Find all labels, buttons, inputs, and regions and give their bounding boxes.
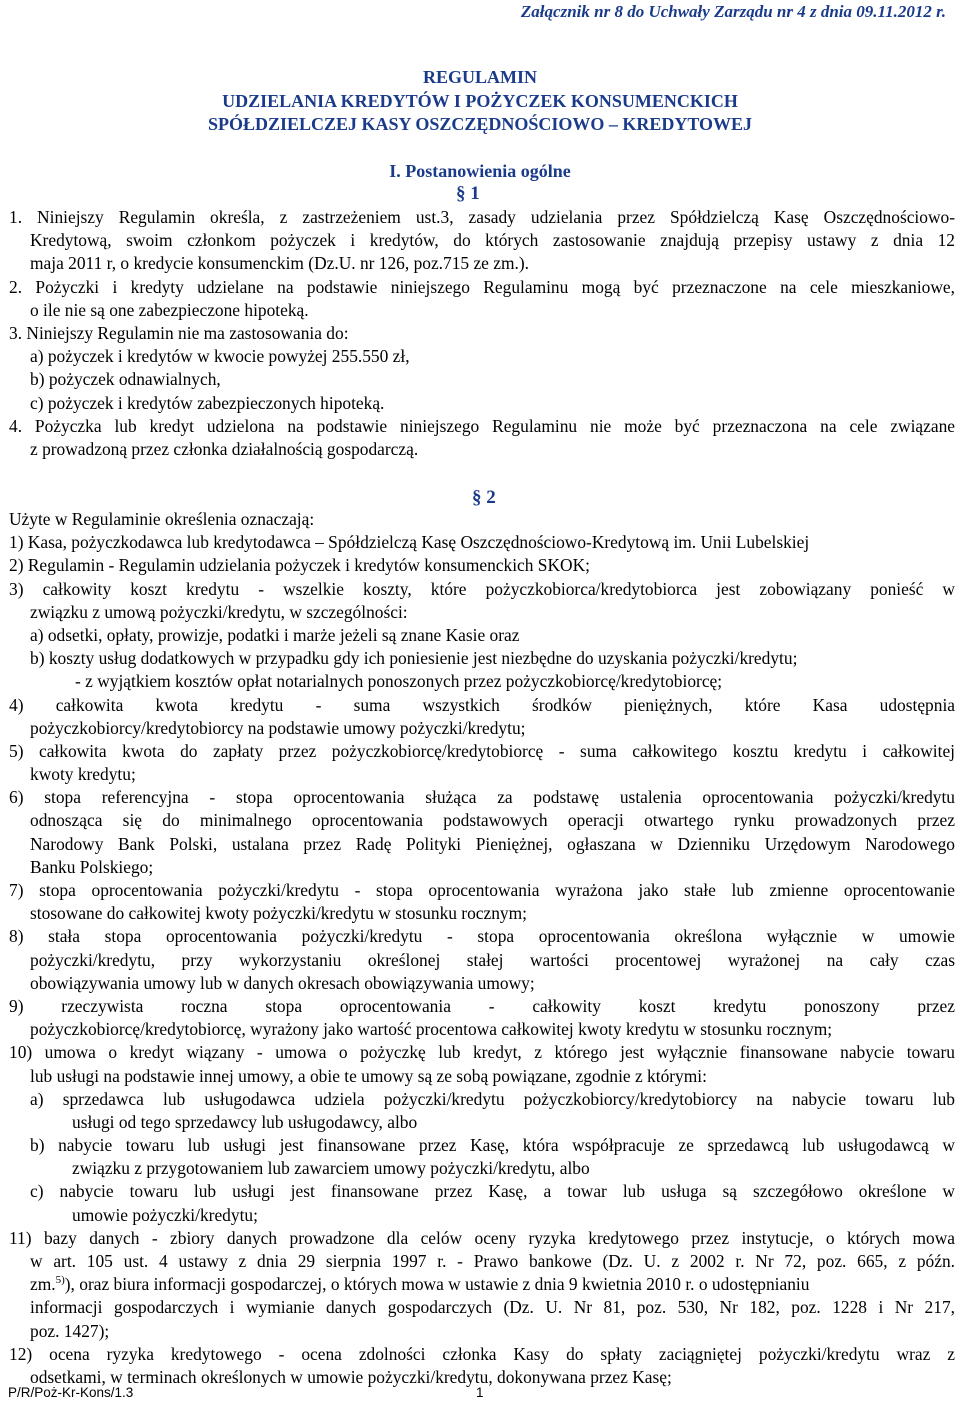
text-line: b) pożyczek odnawialnych,: [30, 369, 221, 390]
text-line: kwoty kredytu;: [30, 764, 136, 785]
text-line: stosowane do całkowitej kwoty pożyczki/kredytu w stosunku rocznym;: [30, 903, 527, 924]
text-line: odnosząca się do minimalnego oprocentowania podstawowych operacji otwartego rynku prowadzonych przez: [30, 810, 955, 831]
text-line: 4) całkowita kwota kredytu - suma wszystkich środków pieniężnych, które Kasa udostępnia: [9, 694, 955, 715]
text-line: Banku Polskiego;: [30, 856, 154, 877]
text-line: związku z umową pożyczki/kredytu, w szczególności:: [30, 601, 408, 622]
text-line: a) odsetki, opłaty, prowizje, podatki i marże jeżeli są znane Kasie oraz: [30, 624, 520, 645]
text-line: 6) stopa referencyjna - stopa oprocentowania służąca za podstawę ustalenia oprocentowania pożyczki/kredytu: [9, 787, 955, 808]
text-line: 1. Niniejszy Regulamin określa, z zastrzeżeniem ust.3, zasady udzielania przez Spółdzielczą Kasę Oszczędnościowo-: [9, 207, 955, 227]
text-line: umowie pożyczki/kredytu;: [72, 1204, 258, 1225]
text-line: pożyczkobiorcę/kredytobiorcę, wyrażony jako wartość procentowa całkowitej kwoty kredytu w stosunku rocznym;: [30, 1019, 833, 1040]
text-line: informacji gospodarczych i wymianie danych gospodarczych (Dz. U. Nr 81, poz. 530, Nr 182, poz. 1228 i Nr 217,: [30, 1297, 955, 1318]
document-code: P/R/Poż-Kr-Kons/1.3: [8, 1385, 134, 1400]
text-line: 8) stała stopa oprocentowania pożyczki/kredytu - stopa oprocentowania określona wyłącznie w umowie: [9, 926, 955, 947]
text-line: 3) całkowity koszt kredytu - wszelkie koszty, które pożyczkobiorca/kredytobiorca jest zobowiązany ponieść w: [9, 578, 955, 599]
text-line: 11) bazy danych - zbiory danych prowadzone dla celów oceny ryzyka kredytowego przez instytucje, o których mowa: [9, 1227, 955, 1248]
text-line: z prowadzoną przez członka działalnością gospodarczą.: [30, 438, 419, 459]
page-number: 1: [476, 1385, 484, 1400]
text-line: obowiązywania umowy lub w danych okresach obowiązywania umowy;: [30, 972, 535, 993]
section-heading: I. Postanowienia ogólne: [389, 161, 571, 181]
text-line: b) koszty usług dodatkowych w przypadku gdy ich poniesienie jest niezbędne do uzyskania pożyczki/kredytu;: [30, 648, 798, 669]
text-line: lub usługi na podstawie innej umowy, a obie te umowy są ze sobą powiązane, zgodnie z którymi:: [30, 1065, 707, 1086]
footnote-ref: 5): [55, 1274, 65, 1287]
text-line: b) nabycie towaru lub usługi jest finansowane przez Kasę, która współpracuje ze sprzedawcą lub usługodawcą w: [30, 1135, 955, 1156]
text-line: 10) umowa o kredyt wiązany - umowa o pożyczkę lub kredyt, z którego jest wyłącznie finansowane nabycie towaru: [9, 1042, 955, 1063]
text-line: - z wyjątkiem kosztów opłat notarialnych ponoszonych przez pożyczkobiorcę/kredytobiorcę;: [75, 671, 723, 692]
text-line: o ile nie są one zabezpieczone hipoteką.: [30, 299, 309, 320]
text-line: Kredytową, swoim członkom pożyczek i kredytów, do których zastosowanie znajdują przepisy ustawy z dnia 12: [30, 230, 955, 251]
text-line: c) nabycie towaru lub usługi jest finansowane przez Kasę, a towar lub usługa są szczegółowo określone w: [30, 1181, 955, 1202]
document-title: [0, 66, 960, 137]
text-line: a) pożyczek i kredytów w kwocie powyżej 255.550 zł,: [30, 346, 410, 367]
text-line: 9) rzeczywista roczna stopa oprocentowania - całkowity koszt kredytu ponoszony przez: [9, 995, 955, 1016]
text-line: Użyte w Regulaminie określenia oznaczają:: [9, 509, 315, 529]
text-line: poz. 1427);: [30, 1320, 110, 1341]
text-line: Narodowy Bank Polski, ustalana przez Radę Polityki Pieniężnej, ogłaszana w Dzienniku Urzędowym Narodowego: [30, 833, 955, 854]
text-line: 2) Regulamin - Regulamin udzielania pożyczek i kredytów konsumenckich SKOK;: [9, 555, 590, 576]
text-line: 12) ocena ryzyka kredytowego - ocena zdolności członka Kasy do spłaty zaciągniętej pożyczki/kredytu wraz z: [9, 1343, 955, 1364]
attachment-note: Załącznik nr 8 do Uchwały Zarządu nr 4 z dnia 09.11.2012 r.: [520, 2, 946, 21]
text-line: 4. Pożyczka lub kredyt udzielona na podstawie niniejszego Regulaminu nie może być przeznaczona na cele związane: [9, 415, 955, 436]
text-line: 3. Niniejszy Regulamin nie ma zastosowania do:: [9, 322, 349, 343]
title-line-2: UDZIELANIA KREDYTÓW I POŻYCZEK KONSUMENCKICH: [222, 90, 738, 111]
paragraph-sign-1: § 1: [456, 183, 480, 204]
text-line: 2. Pożyczki i kredyty udzielane na podstawie niniejszego Regulaminu mogą być przeznaczone na cele mieszkaniowe,: [9, 276, 955, 297]
text-line: 1) Kasa, pożyczkodawca lub kredytodawca – Spółdzielczą Kasę Oszczędnościowo-Kredytową im. Unii Lubelskiej: [9, 532, 810, 553]
title-line-1: REGULAMIN: [422, 67, 537, 87]
text-line: pożyczki/kredytu, przy wykorzystaniu określonej stałej wartości procentowej wyrażonej na cały czas: [30, 949, 955, 970]
text-line: w art. 105 ust. 4 ustawy z dnia 29 sierpnia 1997 r. - Prawo bankowe (Dz. U. z 2002 r. Nr 72, poz. 665, z późn.: [30, 1251, 955, 1271]
text-line: odsetkami, w terminach określonych w umowie pożyczki/kredytu, dokonywana przez Kasę;: [30, 1366, 672, 1387]
section-1-body: [9, 206, 955, 461]
section-2-body: [9, 508, 955, 1389]
text-line: 7) stopa oprocentowania pożyczki/kredytu - stopa oprocentowania wyrażona jako stałe lub zmienne oprocentowanie: [9, 880, 955, 900]
text-line: związku z przygotowaniem lub zawarciem umowy pożyczki/kredytu, albo: [72, 1158, 590, 1179]
text-line: 5) całkowita kwota do zapłaty przez pożyczkobiorcę/kredytobiorcę - suma całkowitego kosztu kredytu i całkowitej: [9, 740, 955, 761]
title-line-3: SPÓŁDZIELCZEJ KASY OSZCZĘDNOŚCIOWO – KREDYTOWEJ: [207, 114, 753, 134]
text-line: c) pożyczek i kredytów zabezpieczonych hipoteką.: [30, 392, 385, 413]
paragraph-sign-2: § 2: [472, 487, 496, 508]
text-span: zm.: [30, 1274, 56, 1295]
text-line: [9, 1273, 955, 1296]
text-line: pożyczkobiorcy/kredytobiorcy na podstawie umowy pożyczki/kredytu;: [30, 717, 526, 738]
text-span: ), oraz biura informacji gospodarczej, o których mowa w ustawie z dnia 9 kwietnia 2010 r. o udostępnianiu: [64, 1274, 810, 1295]
text-line: usługi od tego sprzedawcy lub usługodawcy, albo: [72, 1111, 418, 1132]
text-line: maja 2011 r, o kredycie konsumenckim (Dz.U. nr 126, poz.715 ze zm.).: [30, 253, 529, 274]
text-line: a) sprzedawca lub usługodawca udziela pożyczki/kredytu pożyczkobiorcy/kredytobiorcy na nabycie towaru lub: [30, 1088, 955, 1109]
